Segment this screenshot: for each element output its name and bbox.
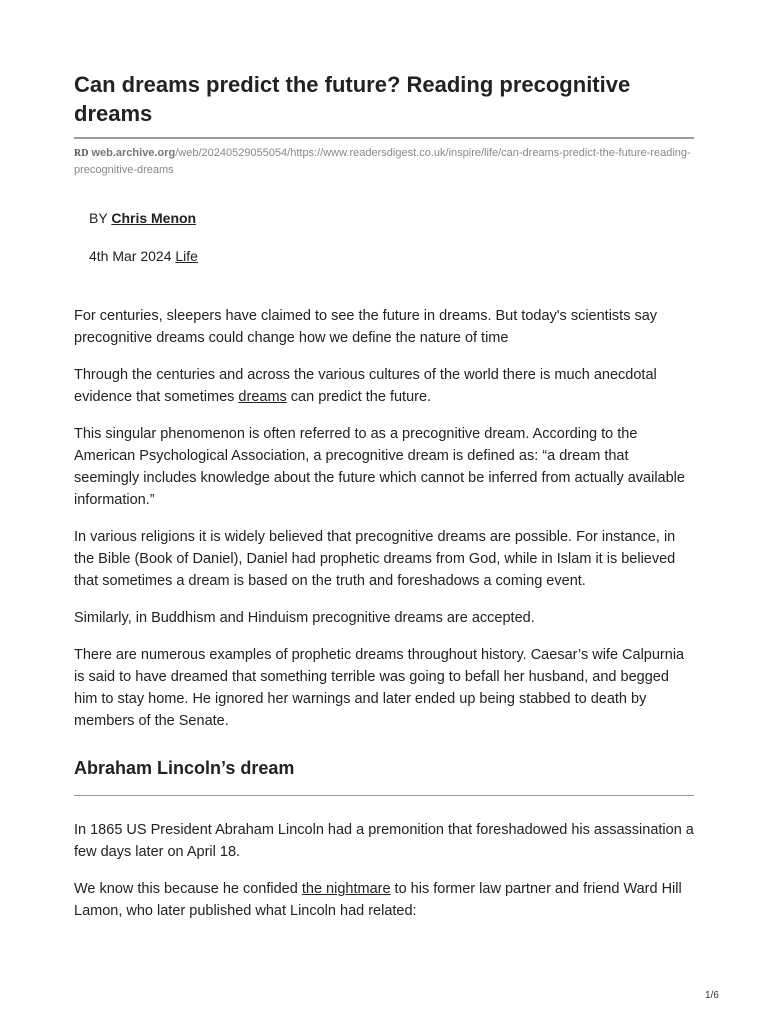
paragraph-intro: For centuries, sleepers have claimed to see the future in dreams. But today's scientists say precognitive dreams could change how we define the nature of time [74,308,658,346]
readers-digest-logo-icon: RD [74,148,89,159]
source-url [74,145,694,178]
dreams-link[interactable]: dreams [238,389,287,405]
paragraph-text: to his former law partner and friend Ward Hill Lamon, who later published what Lincoln had related: [74,880,682,919]
paragraph-7: In 1865 US President Abraham Lincoln had a premonition that foreshadowed his assassination a few days later on April 18. [74,821,694,860]
section-divider [74,795,694,796]
title-divider [74,137,694,139]
nightmare-link[interactable]: the nightmare [301,880,391,897]
source-domain: web.archive.org [91,147,176,159]
paragraph-5: Similarly, in Buddhism and Hinduism precognitive dreams are accepted. [74,610,535,626]
page-number: 1/6 [705,990,719,1001]
publish-date: 4th Mar 2024 [89,248,172,264]
paragraph-2 [74,364,694,408]
article [74,70,694,922]
paragraph-4: In various religions it is widely believed that precognitive dreams are possible. For instance, in the Bible (Book of Daniel), Daniel had prophetic dreams from God, while in Islam it is believed that sometimes a dream is based on the truth and foreshadows a coming event. [74,529,676,589]
paragraph-text: Through the centuries and across the various cultures of the world there is much anecdotal evidence that sometimes [74,367,657,405]
paragraph-3: This singular phenomenon is often referred to as a precognitive dream. According to the American Psychological Association, a precognitive dream is defined as: “a dream that seemingly includes knowledge about the future which cannot be inferred from actually available information.” [74,426,685,508]
paragraph-text: can predict the future. [286,389,432,405]
byline-prefix: BY [89,210,108,226]
paragraph-text: We know this because he confided [74,880,302,897]
section-heading: Abraham Lincoln’s dream [74,758,295,778]
category-link[interactable]: Life [175,248,198,264]
dateline [89,246,694,266]
article-title: Can dreams predict the future? Reading precognitive dreams [74,72,631,126]
byline [89,208,694,228]
source-path: /web/20240529055054/https://www.readersdigest.co.uk/inspire/life/can-dreams-predict-the-future-reading-precognitive-dreams [74,147,691,176]
author-link[interactable]: Chris Menon [111,210,197,226]
paragraph-6: There are numerous examples of prophetic dreams throughout history. Caesar’s wife Calpurnia is said to have dreamed that something terrible was going to befall her husband, and begged him to stay home. He ignored her warnings and later ended up being stabbed to death by members of the Senate. [74,647,685,729]
paragraph-8 [74,878,694,922]
